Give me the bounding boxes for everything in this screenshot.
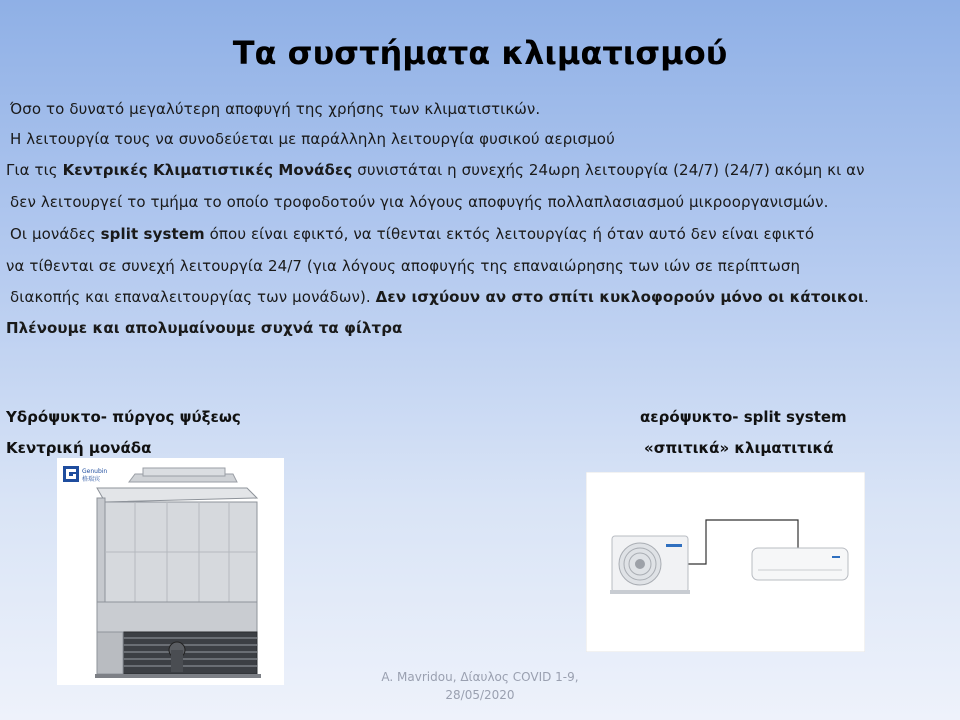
footer-date: 28/05/2020 bbox=[445, 688, 515, 702]
body-line-5-post: όπου είναι εφικτό, να τίθενται εκτός λειτουργίας ή όταν αυτό δεν είναι εφικτό bbox=[204, 225, 815, 243]
body-line-3-bold: Κεντρικές Κλιματιστικές Μονάδες bbox=[62, 161, 353, 179]
caption-right-2: «σπιτικά» κλιματιτικά bbox=[644, 439, 834, 457]
body-line-7-pre: διακοπής και επαναλειτουργίας των μονάδων). bbox=[10, 288, 376, 306]
body-line-7 bbox=[10, 288, 869, 306]
body-line-3-pre: Για τις bbox=[6, 161, 63, 179]
body-line-4: δεν λειτουργεί το τμήμα το οποίο τροφοδοτούν για λόγους αποφυγής πολλαπλασιασμού μικροοργανισμών. bbox=[10, 193, 829, 211]
body-line-7-post: . bbox=[863, 288, 869, 306]
caption-right-1: αερόψυκτο- split system bbox=[640, 408, 847, 426]
body-line-3 bbox=[6, 161, 865, 179]
body-line-1: Όσο το δυνατό μεγαλύτερη αποφυγή της χρήσης των κλιματιστικών. bbox=[10, 100, 541, 118]
split-system-image bbox=[586, 472, 865, 652]
body-line-7-bold: Δεν ισχύουν αν στο σπίτι κυκλοφορούν μόνο οι κάτοικοι bbox=[375, 288, 864, 306]
outdoor-unit bbox=[610, 536, 690, 594]
caption-left-2: Κεντρική μονάδα bbox=[6, 439, 152, 457]
cooling-tower-image bbox=[57, 458, 284, 685]
split-system-illustration bbox=[586, 472, 865, 652]
body-line-2: Η λειτουργία τους να συνοδεύεται με παράλληλη λειτουργία φυσικού αερισμού bbox=[10, 130, 615, 148]
caption-left-1: Υδρόψυκτο- πύργος ψύξεως bbox=[6, 408, 241, 426]
body-line-5-pre: Οι μονάδες bbox=[10, 225, 101, 243]
body-line-5-bold: split system bbox=[100, 225, 205, 243]
body-line-8-bold: Πλένουμε και απολυμαίνουμε συχνά τα φίλτρα bbox=[6, 319, 403, 337]
body-line-5 bbox=[10, 225, 814, 243]
brand-logo-subtext: 格瑞宾 bbox=[82, 476, 101, 483]
slide-title: Τα συστήματα κλιματισμού bbox=[232, 34, 728, 72]
brand-logo-text: Genubin bbox=[82, 468, 108, 475]
indoor-unit bbox=[752, 548, 848, 580]
footer bbox=[355, 668, 605, 704]
cooling-tower-illustration bbox=[57, 458, 284, 685]
body-line-3-post: συνιστάται η συνεχής 24ωρη λειτουργία (24/7) (24/7) ακόμη κι αν bbox=[352, 161, 865, 179]
body-line-6: να τίθενται σε συνεχή λειτουργία 24/7 (για λόγους αποφυγής της επαναιώρησης των ιών σε περίπτωση bbox=[6, 257, 801, 275]
footer-author: A. Mavridou, Δίαυλος COVID 1-9, bbox=[381, 670, 579, 684]
body-line-8 bbox=[6, 319, 402, 337]
